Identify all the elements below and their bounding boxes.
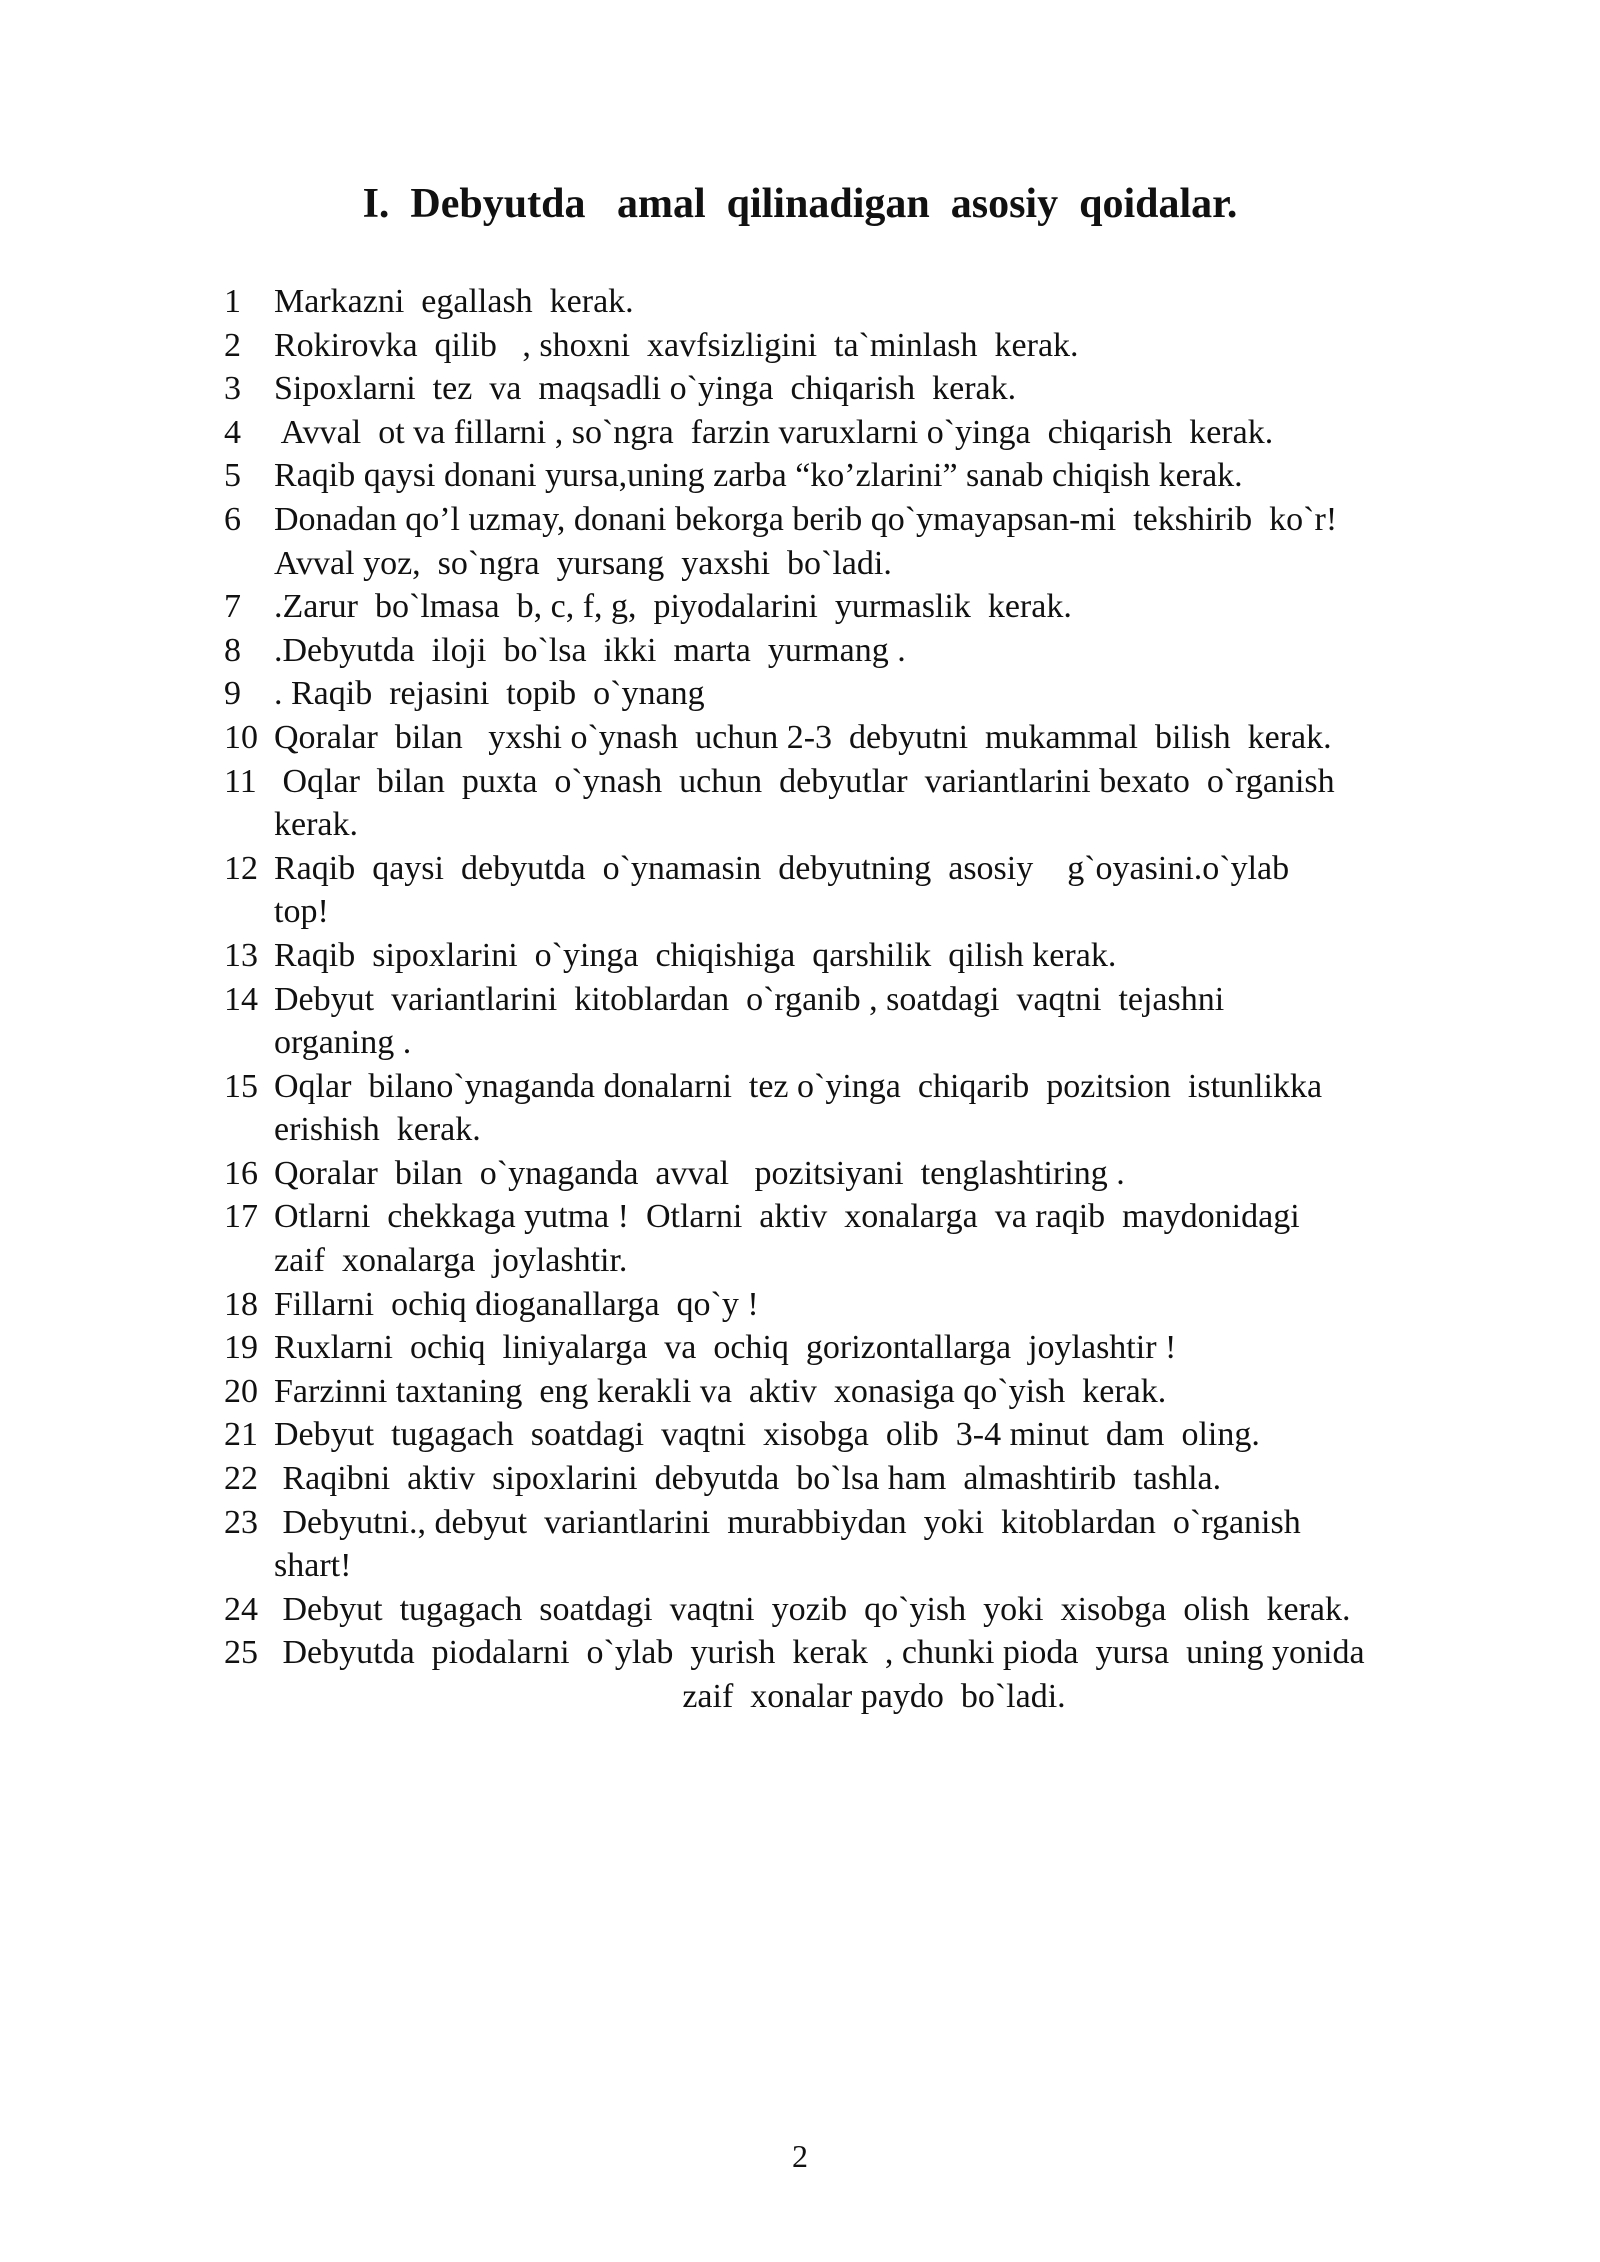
list-item [224, 760, 1524, 804]
rule-number: 22 [224, 1460, 258, 1498]
list-item [224, 1588, 1524, 1632]
rule-number: 6 [224, 500, 241, 538]
list-item [224, 1457, 1524, 1501]
rule-number: 5 [224, 457, 241, 495]
rule-number: 14 [224, 980, 258, 1018]
rule-text: .Debyutda iloji bo`lsa ikki marta yurmang . [274, 631, 906, 669]
rule-number: 23 [224, 1503, 258, 1541]
list-item [224, 978, 1524, 1022]
rule-text: Debyut tugagach soatdagi vaqtni xisobga olib 3-4 minut dam oling. [274, 1416, 1260, 1454]
rule-text: Donadan qo’l uzmay, donani bekorga berib qo`ymayapsan-mi tekshirib ko`r! [274, 500, 1338, 538]
rule-text: Oqlar bilano`ynaganda donalarni tez o`yinga chiqarib pozitsion istunlikka [274, 1067, 1323, 1105]
list-item [224, 367, 1524, 411]
rule-number: 17 [224, 1198, 258, 1236]
list-item [224, 454, 1524, 498]
list-item [224, 324, 1524, 368]
rule-text: Ruxlarni ochiq liniyalarga va ochiq gorizontallarga joylashtir ! [274, 1329, 1177, 1367]
rule-text: Qoralar bilan o`ynaganda avval pozitsiyani tenglashtiring . [274, 1154, 1125, 1192]
list-item [224, 1370, 1524, 1414]
rule-text: .Zarur bo`lmasa b, c, f, g, piyodalarini yurmaslik kerak. [274, 588, 1072, 626]
rule-text: . Raqib rejasini topib o`ynang [274, 675, 705, 713]
list-item [224, 934, 1524, 978]
list-item [224, 585, 1524, 629]
rule-number: 25 [224, 1634, 258, 1672]
list-item [224, 1501, 1524, 1545]
rule-text: Markazni egallash kerak. [274, 283, 634, 320]
page-title: I. Debyutda amal qilinadigan asosiy qoidalar. [362, 181, 1238, 227]
list-item [224, 411, 1524, 455]
list-item [224, 672, 1524, 716]
rule-text: Oqlar bilan puxta o`ynash uchun debyutlar variantlarini bexato o`rganish [274, 762, 1335, 800]
rule-number: 20 [224, 1372, 258, 1410]
list-item [224, 716, 1524, 760]
rule-number: 12 [224, 849, 258, 887]
rule-text: Debyutni., debyut variantlarini murabbiydan yoki kitoblardan o`rganish [274, 1503, 1301, 1541]
rule-text: Raqib sipoxlarini o`yinga chiqishiga qarshilik qilish kerak. [274, 936, 1117, 974]
rule-text: Fillarni ochiq dioganallarga qo`y ! [274, 1285, 759, 1323]
rule-text: Sipoxlarni tez va maqsadli o`yinga chiqarish kerak. [274, 370, 1017, 408]
rule-text-continuation: kerak. [274, 806, 359, 844]
rule-number: 13 [224, 936, 258, 974]
rule-text-continuation: top! [274, 893, 329, 931]
rule-text-continuation: erishish kerak. [274, 1111, 481, 1149]
rule-text-continuation: zaif xonalarga joylashtir. [274, 1242, 628, 1280]
rule-text: Raqibni aktiv sipoxlarini debyutda bo`lsa ham almashtirib tashla. [274, 1460, 1222, 1498]
rule-number: 16 [224, 1154, 258, 1192]
rule-text: Debyut variantlarini kitoblardan o`rganib , soatdagi vaqtni tejashni [274, 980, 1225, 1018]
rule-number: 19 [224, 1329, 258, 1367]
rule-number: 24 [224, 1590, 258, 1628]
rule-number: 4 [224, 413, 241, 451]
rule-number: 3 [224, 370, 241, 408]
list-item [224, 1283, 1524, 1327]
rule-number: 21 [224, 1416, 258, 1454]
rule-text: Debyut tugagach soatdagi vaqtni yozib qo`yish yoki xisobga olish kerak. [274, 1590, 1351, 1628]
rule-text: Qoralar bilan yxshi o`ynash uchun 2-3 debyutni mukammal bilish kerak. [274, 718, 1332, 756]
rule-number: 7 [224, 588, 241, 626]
rule-text: Raqib qaysi donani yursa,uning zarba “ko’zlarini” sanab chiqish kerak. [274, 457, 1243, 495]
list-item [224, 1195, 1524, 1239]
list-item [224, 847, 1524, 891]
rule-number: 10 [224, 718, 258, 756]
rule-text-continuation: zaif xonalar paydo bo`ladi. [682, 1678, 1066, 1715]
list-item [224, 1152, 1524, 1196]
rule-text: Otlarni chekkaga yutma ! Otlarni aktiv xonalarga va raqib maydonidagi [274, 1198, 1300, 1236]
rule-number: 11 [224, 762, 257, 800]
rule-text: Avval ot va fillarni , so`ngra farzin varuxlarni o`yinga chiqarish kerak. [274, 413, 1274, 451]
rules-list [224, 280, 1524, 1719]
page-number: 2 [792, 2138, 808, 2174]
list-item [224, 498, 1524, 542]
rule-text-continuation: organing . [274, 1024, 412, 1062]
list-item [224, 1326, 1524, 1370]
rule-text: Farzinni taxtaning eng kerakli va aktiv xonasiga qo`yish kerak. [274, 1372, 1167, 1410]
list-item [224, 1631, 1524, 1675]
rule-number: 9 [224, 675, 241, 713]
list-item [224, 1065, 1524, 1109]
rule-text: Rokirovka qilib , shoxni xavfsizligini ta`minlash kerak. [274, 326, 1079, 364]
rule-text: Raqib qaysi debyutda o`ynamasin debyutning asosiy g`oyasini.o`ylab [274, 849, 1290, 887]
rule-text: Debyutda piodalarni o`ylab yurish kerak , chunki pioda yursa uning yonida [274, 1634, 1365, 1672]
rule-number: 8 [224, 631, 241, 669]
rule-number: 15 [224, 1067, 258, 1105]
list-item [224, 1413, 1524, 1457]
rule-number: 18 [224, 1285, 258, 1323]
rule-number: 2 [224, 326, 241, 364]
list-item [224, 280, 1524, 324]
rule-number: 1 [224, 283, 241, 320]
rule-text-continuation: Avval yoz, so`ngra yursang yaxshi bo`ladi. [274, 544, 892, 582]
rule-text-continuation: shart! [274, 1547, 352, 1585]
list-item [224, 629, 1524, 673]
